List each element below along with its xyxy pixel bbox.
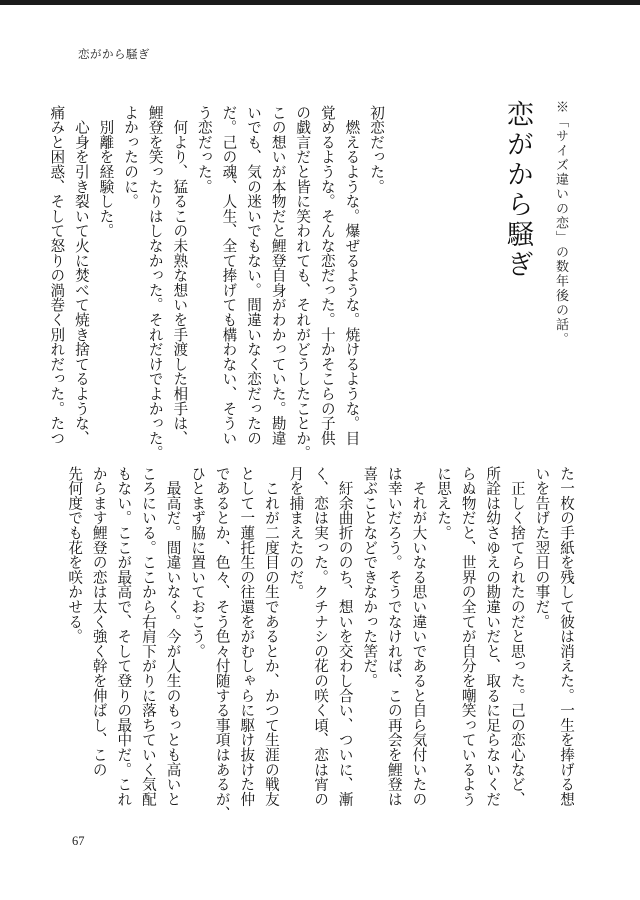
text-line: 初恋だった。 bbox=[368, 105, 385, 194]
text-line: 何より、猛るこの未熟な想いを手渡した相手は、 bbox=[171, 105, 189, 446]
text-line: として一蓮托生の往還をがむしゃらに駆け抜けた仲 bbox=[238, 466, 256, 807]
text-line: 心身を引き裂いて火に焚べて焼き捨てるような、 bbox=[72, 105, 90, 446]
chapter-subtitle-note: ※「サイズ違いの恋」の数年後の話。 bbox=[553, 100, 568, 347]
text-line: う恋だった。 bbox=[195, 105, 213, 194]
text-line: からます鯉登の恋は太く強く幹を伸ばし、この bbox=[90, 466, 108, 777]
text-line: た一枚の手紙を残して彼は消えた。一生を捧げる想 bbox=[558, 466, 575, 807]
text-line: よかったのに。 bbox=[122, 105, 140, 209]
text-line: 燃えるような。爆ぜるような。焼けるような。目 bbox=[343, 105, 361, 446]
running-head: 恋がから騒ぎ bbox=[78, 47, 150, 61]
text-line: この想いが本物だと鯉登自身がわかっていた。勘違 bbox=[269, 105, 287, 446]
text-line: 月を捕まえたのだ。 bbox=[287, 466, 305, 600]
text-line: であるとか、色々、そう色々付随する事項はあるが、 bbox=[213, 466, 231, 822]
text-line: ひとまず脇に置いておこう。 bbox=[189, 466, 207, 659]
chapter-title: 恋がから騒ぎ bbox=[502, 100, 533, 280]
text-line: ころにいる。ここから右肩下がりに落ちていく気配 bbox=[139, 466, 157, 807]
page-number: 67 bbox=[72, 834, 85, 848]
text-line: に思えた。 bbox=[435, 466, 453, 540]
text-line: 最高だ。間違いなく。今が人生のもっとも高いと bbox=[164, 466, 182, 807]
top-border bbox=[0, 0, 640, 5]
text-line: 所詮は幼さゆえの勘違いだと、取るに足らないくだ bbox=[484, 466, 502, 807]
text-line: らぬ物だと、世界の全てが自分を嘲笑っているよう bbox=[459, 466, 477, 807]
text-line: 正しく捨てられたのだと思った。己の恋心など、 bbox=[508, 466, 526, 807]
body-text-upper-block bbox=[44, 105, 388, 461]
text-line: は幸いだろう。そうでなければ、この再会を鯉登は bbox=[385, 466, 403, 807]
text-line: く、恋は実った。クチナシの花の咲く頃、恋は宵の bbox=[312, 466, 330, 807]
text-line: 覚めるような。そんな恋だった。十かそこらの子供 bbox=[318, 105, 336, 446]
text-line: 鯉登を笑ったりはしなかった。それだけでよかった。 bbox=[146, 105, 164, 461]
text-line: の戯言だと皆に笑われても、それがどうしたことか。 bbox=[294, 105, 312, 461]
text-line: いでも、気の迷いでもない。間違いなく恋だったの bbox=[245, 105, 263, 446]
text-line: 先何度でも花を咲かせる。 bbox=[66, 466, 84, 644]
text-line: それが大いなる思い違いであると自ら気付いたの bbox=[410, 466, 428, 807]
text-line: だ。己の魂、人生、全て捧げても構わない、そうい bbox=[220, 105, 238, 446]
body-text-lower-block bbox=[62, 466, 578, 822]
text-line: 喜ぶことなどできなかった筈だ。 bbox=[361, 466, 379, 688]
text-line: 別離を経験した。 bbox=[97, 105, 115, 239]
text-line: いを告げた翌日の事だ。 bbox=[533, 466, 551, 629]
text-line: これが二度目の生であるとか、かつて生涯の戦友 bbox=[262, 466, 280, 807]
text-line: 痛みと困惑、そして怒りの渦巻く別れだった。たつ bbox=[48, 105, 66, 446]
text-line: もない。ここが最高で、そして登りの最中だ。これ bbox=[115, 466, 133, 807]
text-line: 紆余曲折ののち、想いを交わし合い、ついに、漸 bbox=[336, 466, 354, 807]
